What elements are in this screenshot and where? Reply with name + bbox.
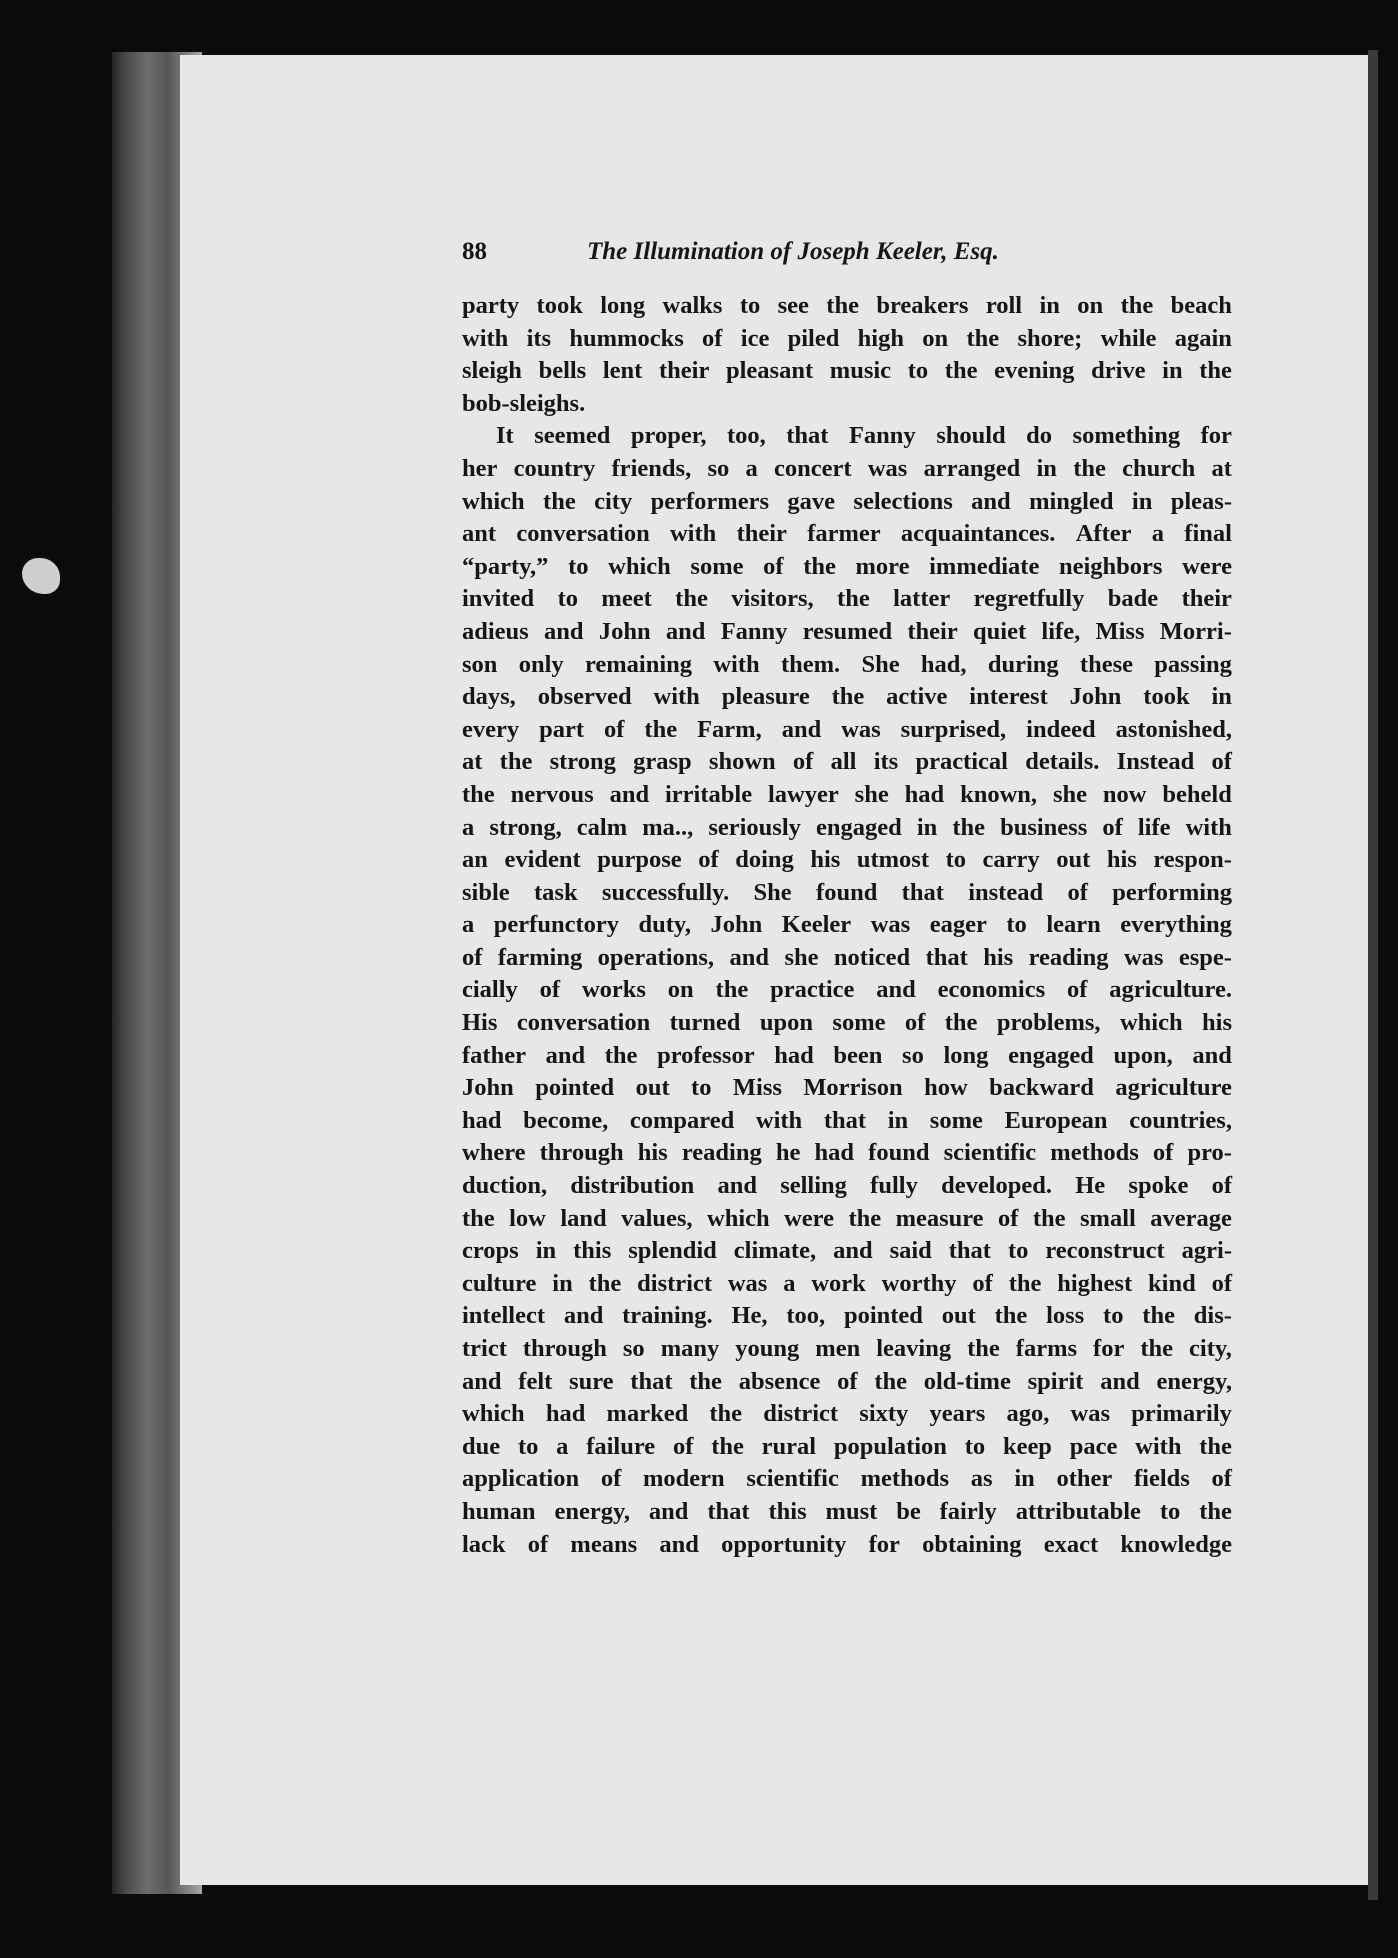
running-title: The Illumination of Joseph Keeler, Esq. (587, 238, 999, 265)
page-number: 88 (462, 238, 487, 265)
text-line: at the strong grasp shown of all its practical details. Instead of (462, 748, 1232, 776)
text-line: ant conversation with their farmer acquaintances. After a final (462, 520, 1232, 548)
page-right-edge (1368, 50, 1378, 1900)
text-line: bob-sleighs. (462, 389, 586, 417)
text-line: had become, compared with that in some European countries, (462, 1106, 1232, 1134)
text-line: human energy, and that this must be fairly attributable to the (462, 1497, 1232, 1525)
text-line: son only remaining with them. She had, during these passing (462, 650, 1232, 678)
text-line: father and the professor had been so long engaged upon, and (462, 1041, 1232, 1069)
text-line: intellect and training. He, too, pointed out the loss to the dis- (462, 1302, 1232, 1330)
text-line: trict through so many young men leaving the farms for the city, (462, 1335, 1232, 1362)
text-line: due to a failure of the rural population to keep pace with the (462, 1432, 1232, 1460)
text-line: a strong, calm ma.., seriously engaged in the business of life with (462, 813, 1232, 841)
text-line: which the city performers gave selections and mingled in pleas- (462, 487, 1232, 515)
text-line: her country friends, so a concert was arranged in the church at (462, 454, 1232, 482)
text-line: cially of works on the practice and economics of agriculture. (462, 976, 1232, 1004)
text-line: sleigh bells lent their pleasant music to the evening drive in the (462, 357, 1232, 385)
text-line: where through his reading he had found scientific methods of pro- (462, 1139, 1232, 1167)
text-line: and felt sure that the absence of the old-time spirit and energy, (462, 1367, 1232, 1395)
text-line: of farming operations, and she noticed that his reading was espe- (462, 943, 1232, 971)
text-line: party took long walks to see the breakers roll in on the beach (462, 292, 1232, 319)
text-line: His conversation turned upon some of the problems, which his (462, 1009, 1232, 1037)
text-line: an evident purpose of doing his utmost to carry out his respon- (462, 846, 1232, 874)
text-line: John pointed out to Miss Morrison how backward agriculture (462, 1074, 1232, 1102)
text-line: which had marked the district sixty years ago, was primarily (462, 1400, 1232, 1428)
text-line: adieus and John and Fanny resumed their quiet life, Miss Morri- (462, 617, 1232, 645)
text-line: culture in the district was a work worthy of the highest kind of (462, 1269, 1232, 1297)
body-text (462, 290, 1232, 1561)
text-line: the nervous and irritable lawyer she had known, she now beheld (462, 780, 1232, 808)
text-line: It seemed proper, too, that Fanny should do something for (496, 422, 1232, 450)
paper-clip-mark (22, 558, 60, 594)
text-line: crops in this splendid climate, and said that to reconstruct agri- (462, 1237, 1232, 1265)
running-head (462, 238, 1082, 266)
text-line: days, observed with pleasure the active interest John took in (462, 683, 1232, 711)
text-line: invited to meet the visitors, the latter regretfully bade their (462, 585, 1232, 613)
text-line: application of modern scientific methods as in other fields of (462, 1465, 1232, 1493)
text-line: the low land values, which were the measure of the small average (462, 1204, 1232, 1232)
text-line: every part of the Farm, and was surprised, indeed astonished, (462, 715, 1232, 743)
text-line: a perfunctory duty, John Keeler was eager to learn everything (462, 911, 1232, 939)
text-line: lack of means and opportunity for obtaining exact knowledge (462, 1530, 1232, 1558)
text-line: sible task successfully. She found that instead of performing (462, 878, 1232, 906)
text-line: with its hummocks of ice piled high on the shore; while again (462, 324, 1232, 352)
text-line: “party,” to which some of the more immediate neighbors were (462, 552, 1232, 580)
text-line: duction, distribution and selling fully developed. He spoke of (462, 1172, 1232, 1200)
